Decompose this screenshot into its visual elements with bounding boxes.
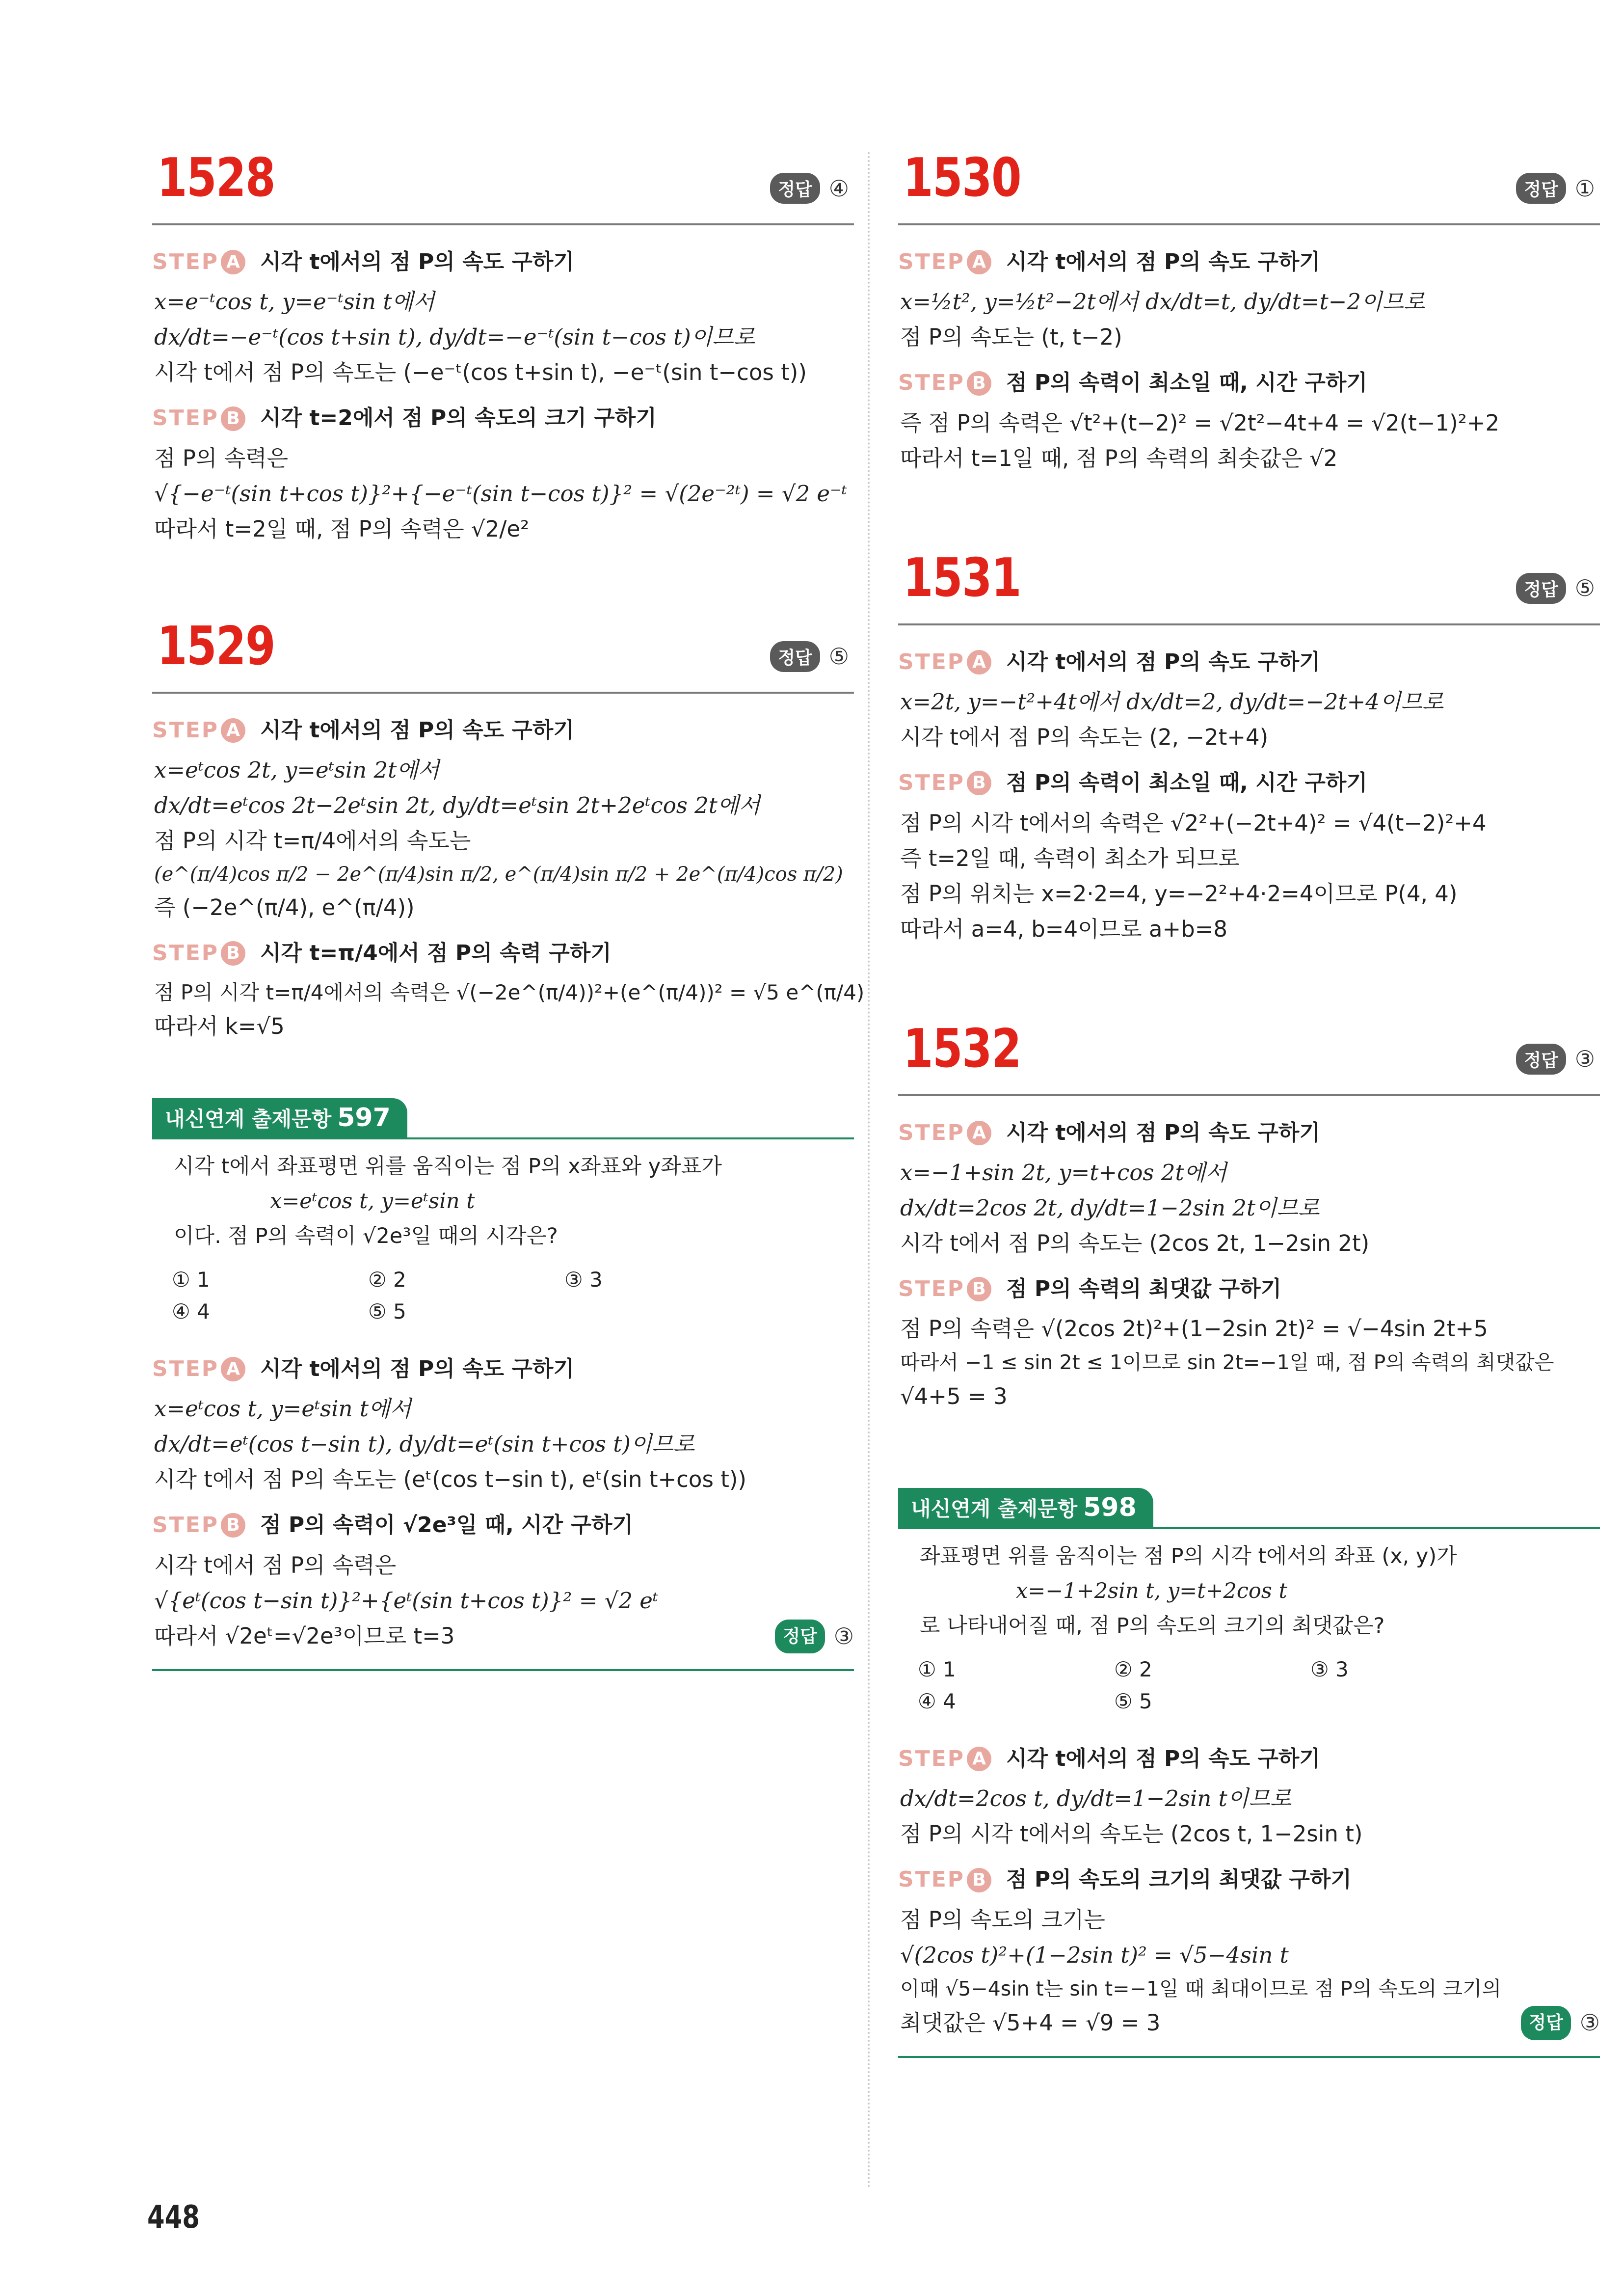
solution-line: x=eᵗcos t, y=eᵗsin t에서 — [154, 1396, 411, 1422]
problem-header — [898, 1013, 1600, 1096]
step-label: STEP — [152, 405, 219, 431]
solution-line: 따라서 √2eᵗ=√2e³이므로 t=3 — [154, 1623, 455, 1649]
solution-line: x=½t², y=½t²−2t에서 dx/dt=t, dy/dt=t−2이므로 — [900, 289, 1425, 315]
step-a-header — [898, 1116, 1600, 1150]
solution-line: dx/dt=−e⁻ᵗ(cos t+sin t), dy/dt=−e⁻ᵗ(sin t−cos t)이므로 — [154, 324, 755, 351]
solution-line: 시각 t에서 점 P의 속도는 (2cos 2t, 1−2sin 2t) — [900, 1230, 1370, 1256]
solution-line: √{−e⁻ᵗ(sin t+cos t)}²+{−e⁻ᵗ(sin t−cos t)}² = √(2e⁻²ᵗ) = √2 e⁻ᵗ — [154, 480, 847, 507]
choice-item: ① 1 — [918, 1657, 956, 1681]
step-b-header — [152, 401, 854, 435]
step-title: 시각 t에서의 점 P의 속도 구하기 — [1006, 1120, 1320, 1145]
question-line: x=−1+2sin t, y=t+2cos t — [1016, 1578, 1287, 1603]
solution-line: 따라서 a=4, b=4이므로 a+b=8 — [900, 916, 1228, 942]
answer-choice: ③ — [1574, 1046, 1595, 1073]
solution-line: dx/dt=2cos 2t, dy/dt=1−2sin 2t이므로 — [900, 1194, 1320, 1221]
step-title: 시각 t에서의 점 P의 속도 구하기 — [260, 1356, 574, 1381]
step-label: STEP — [152, 1513, 219, 1538]
answer-badge: 정답 — [775, 1620, 825, 1654]
solution-line: √{eᵗ(cos t−sin t)}²+{eᵗ(sin t+cos t)}² = √2 eᵗ — [154, 1587, 658, 1614]
problem-number: 1530 — [903, 147, 1021, 209]
answer-choice: ③ — [1579, 2009, 1600, 2036]
step-letter-b: B — [967, 371, 991, 396]
answer-choice: ① — [1574, 175, 1595, 202]
problem-1530 — [898, 142, 1600, 476]
choice-item: ④ 4 — [918, 1689, 956, 1713]
solution-line: 점 P의 시각 t=π/4에서의 속도는 — [154, 828, 471, 854]
link-header — [898, 1488, 1600, 1529]
problem-header — [898, 142, 1600, 225]
step-letter-a: A — [967, 650, 991, 675]
choice-list — [918, 1653, 1600, 1717]
answer-choice: ③ — [833, 1622, 854, 1649]
solution-line: x=e⁻ᵗcos t, y=e⁻ᵗsin t에서 — [154, 289, 435, 315]
step-label: STEP — [152, 1356, 219, 1381]
step-label: STEP — [898, 770, 965, 796]
link-number: 597 — [337, 1103, 391, 1133]
step-a-header — [898, 645, 1600, 679]
problem-header — [152, 142, 854, 225]
answer-badge: 정답 — [1521, 2006, 1571, 2040]
solution-line: √(2cos t)²+(1−2sin t)² = √5−4sin t — [900, 1942, 1289, 1968]
solution-body — [898, 225, 1600, 476]
solution-line: (e^(π/4)cos π/2 − 2e^(π/4)sin π/2, e^(π/4)sin π/2 + 2e^(π/4)cos π/2) — [154, 863, 843, 886]
final-answer-row — [898, 2005, 1600, 2041]
solution-line: 점 P의 시각 t에서의 속도는 (2cos t, 1−2sin t) — [900, 1821, 1363, 1847]
step-title: 시각 t=π/4에서 점 P의 속력 구하기 — [260, 941, 612, 966]
solution-line: 시각 t에서 점 P의 속력은 — [154, 1552, 397, 1578]
right-column — [898, 142, 1600, 2058]
step-title: 시각 t에서의 점 P의 속도 구하기 — [1006, 249, 1320, 274]
solution-line: 점 P의 시각 t에서의 속력은 √2²+(−2t+4)² = √4(t−2)²+4 — [900, 810, 1487, 836]
choice-item: ② 2 — [1114, 1657, 1152, 1681]
step-letter-a: A — [221, 250, 245, 274]
solution-line: 이때 √5−4sin t는 sin t=−1일 때 최대이므로 점 P의 속도의 크기의 — [900, 1976, 1502, 2000]
solution-line: dx/dt=eᵗcos 2t−2eᵗsin 2t, dy/dt=eᵗsin 2t+2eᵗcos 2t에서 — [154, 792, 760, 819]
step-label: STEP — [898, 1867, 965, 1892]
answer-indicator — [1516, 573, 1595, 604]
solution-line: 점 P의 속도는 (t, t−2) — [900, 324, 1122, 351]
step-label: STEP — [898, 1746, 965, 1771]
step-letter-b: B — [221, 406, 245, 431]
link-prefix: 내신연계 출제문항 — [165, 1107, 332, 1131]
step-a-header — [152, 245, 854, 279]
step-letter-a: A — [967, 250, 991, 274]
link-number: 598 — [1083, 1492, 1137, 1522]
answer-choice: ⑤ — [1574, 575, 1595, 602]
link-question — [898, 1529, 1600, 1722]
solution-line: 따라서 t=2일 때, 점 P의 속력은 √2/e² — [154, 515, 530, 542]
link-box-597 — [152, 1098, 854, 1671]
problem-number: 1532 — [903, 1018, 1021, 1080]
solution-body — [898, 1096, 1600, 1414]
step-title: 점 P의 속력이 √2e³일 때, 시간 구하기 — [260, 1513, 634, 1538]
link-end-rule — [152, 1669, 854, 1671]
choice-item: ① 1 — [172, 1267, 210, 1292]
question-line: 시각 t에서 좌표평면 위를 움직이는 점 P의 x좌표와 y좌표가 — [174, 1154, 722, 1179]
solution-line: 즉 점 P의 속력은 √t²+(t−2)² = √2t²−4t+4 = √2(t−1)²+2 — [900, 409, 1500, 436]
link-prefix: 내신연계 출제문항 — [911, 1496, 1078, 1521]
solution-line: 따라서 −1 ≤ sin 2t ≤ 1이므로 sin 2t=−1일 때, 점 P의 속력의 최댓값은 — [900, 1351, 1554, 1375]
answer-badge: 정답 — [1516, 1044, 1566, 1075]
step-letter-b: B — [967, 771, 991, 795]
problem-number: 1529 — [157, 615, 275, 677]
problem-header — [898, 542, 1600, 625]
step-label: STEP — [152, 249, 219, 274]
step-label: STEP — [898, 249, 965, 274]
question-line: 이다. 점 P의 속력이 √2e³일 때의 시각은? — [174, 1223, 558, 1248]
question-line: 좌표평면 위를 움직이는 점 P의 시각 t에서의 좌표 (x, y)가 — [920, 1543, 1457, 1568]
solution-body — [898, 1722, 1600, 2041]
choice-item: ④ 4 — [172, 1299, 210, 1324]
solution-line: 점 P의 시각 t=π/4에서의 속력은 √(−2e^(π/4))²+(e^(π/4))² = √5 e^(π/4) — [154, 980, 865, 1004]
link-tab — [898, 1488, 1153, 1527]
solution-line: dx/dt=eᵗ(cos t−sin t), dy/dt=eᵗ(sin t+cos t)이므로 — [154, 1431, 695, 1458]
solution-line: √4+5 = 3 — [900, 1383, 1008, 1409]
answer-indicator — [1521, 2005, 1600, 2041]
step-letter-a: A — [221, 718, 245, 743]
step-label: STEP — [898, 370, 965, 396]
link-tab — [152, 1098, 407, 1137]
solution-body — [152, 225, 854, 547]
solution-body — [898, 625, 1600, 947]
problem-1531 — [898, 542, 1600, 947]
link-question — [152, 1139, 854, 1332]
answer-indicator — [1516, 173, 1595, 204]
step-title: 시각 t에서의 점 P의 속도 구하기 — [260, 249, 574, 274]
solution-line: 점 P의 속력은 — [154, 445, 289, 471]
answer-badge: 정답 — [770, 641, 820, 672]
answer-badge: 정답 — [770, 173, 820, 204]
column-divider — [868, 152, 870, 2189]
answer-badge: 정답 — [1516, 573, 1566, 604]
solution-line: 시각 t에서 점 P의 속도는 (2, −2t+4) — [900, 724, 1269, 751]
left-column — [152, 142, 865, 1671]
problem-1529 — [152, 611, 865, 1044]
step-label: STEP — [898, 649, 965, 675]
problem-number: 1531 — [903, 547, 1021, 609]
problem-1532 — [898, 1013, 1600, 1414]
answer-badge: 정답 — [1516, 173, 1566, 204]
step-a-header — [898, 245, 1600, 279]
choice-item: ③ 3 — [1310, 1657, 1349, 1681]
final-answer-row — [152, 1619, 854, 1655]
step-title: 점 P의 속력이 최소일 때, 시간 구하기 — [1006, 370, 1367, 396]
answer-choice: ④ — [828, 175, 849, 202]
step-title: 시각 t에서의 점 P의 속도 구하기 — [1006, 1746, 1320, 1771]
solution-line: 점 P의 속도의 크기는 — [900, 1906, 1105, 1933]
step-letter-a: A — [967, 1747, 991, 1771]
solution-line: 따라서 t=1일 때, 점 P의 속력의 최솟값은 √2 — [900, 445, 1338, 471]
step-b-header — [898, 1272, 1600, 1306]
solution-line: 즉 t=2일 때, 속력이 최소가 되므로 — [900, 845, 1240, 871]
solution-line: 점 P의 속력은 √(2cos 2t)²+(1−2sin 2t)² = √−4sin 2t+5 — [900, 1316, 1488, 1342]
solution-line: 점 P의 위치는 x=2·2=4, y=−2²+4·2=4이므로 P(4, 4) — [900, 880, 1458, 907]
solution-line: x=2t, y=−t²+4t에서 dx/dt=2, dy/dt=−2t+4이므로 — [900, 689, 1444, 715]
answer-indicator — [1516, 1044, 1595, 1075]
answer-indicator — [770, 173, 849, 204]
step-b-header — [152, 1508, 854, 1542]
step-label: STEP — [898, 1276, 965, 1301]
step-letter-b: B — [967, 1277, 991, 1301]
question-line: x=eᵗcos t, y=eᵗsin t — [270, 1189, 475, 1214]
solution-line: x=−1+sin 2t, y=t+cos 2t에서 — [900, 1159, 1227, 1186]
step-title: 시각 t에서의 점 P의 속도 구하기 — [1006, 649, 1320, 675]
step-a-header — [152, 713, 854, 748]
link-box-598 — [898, 1488, 1600, 2058]
choice-item: ② 2 — [368, 1267, 406, 1292]
step-b-header — [898, 1863, 1600, 1897]
step-title: 점 P의 속력이 최소일 때, 시간 구하기 — [1006, 770, 1367, 796]
step-label: STEP — [152, 717, 219, 743]
step-label: STEP — [898, 1120, 965, 1145]
link-header — [152, 1098, 854, 1139]
solution-line: dx/dt=2cos t, dy/dt=1−2sin t이므로 — [900, 1785, 1292, 1812]
step-letter-b: B — [967, 1868, 991, 1892]
choice-item: ③ 3 — [564, 1267, 603, 1292]
solution-line: 즉 (−2e^(π/4), e^(π/4)) — [154, 894, 415, 921]
step-title: 점 P의 속력의 최댓값 구하기 — [1006, 1276, 1282, 1301]
step-letter-b: B — [221, 941, 245, 966]
answer-indicator — [775, 1619, 854, 1655]
answer-choice: ⑤ — [828, 643, 849, 670]
problem-1528 — [152, 142, 854, 547]
solution-body — [152, 694, 865, 1044]
solution-line: 시각 t에서 점 P의 속도는 (eᵗ(cos t−sin t), eᵗ(sin t+cos t)) — [154, 1466, 746, 1493]
solution-line: 최댓값은 √5+4 = √9 = 3 — [900, 2010, 1161, 2036]
solution-body — [152, 1332, 854, 1654]
step-b-header — [152, 936, 854, 971]
step-a-header — [152, 1352, 854, 1386]
step-letter-b: B — [221, 1513, 245, 1538]
question-line: 로 나타내어질 때, 점 P의 속도의 크기의 최댓값은? — [920, 1613, 1385, 1638]
page-number: 448 — [147, 2199, 200, 2236]
step-title: 점 P의 속도의 크기의 최댓값 구하기 — [1006, 1867, 1352, 1892]
step-b-header — [898, 366, 1600, 400]
choice-list — [172, 1264, 854, 1327]
choice-item: ⑤ 5 — [1114, 1689, 1152, 1713]
step-a-header — [898, 1742, 1600, 1776]
choice-item: ⑤ 5 — [368, 1299, 406, 1324]
step-letter-a: A — [967, 1121, 991, 1145]
step-title: 시각 t에서의 점 P의 속도 구하기 — [260, 717, 574, 743]
step-label: STEP — [152, 941, 219, 966]
problem-header — [152, 611, 854, 694]
answer-indicator — [770, 641, 849, 672]
step-letter-a: A — [221, 1357, 245, 1381]
step-b-header — [898, 766, 1600, 800]
link-end-rule — [898, 2056, 1600, 2058]
step-title: 시각 t=2에서 점 P의 속도의 크기 구하기 — [260, 405, 657, 431]
problem-number: 1528 — [157, 147, 275, 209]
solution-line: x=eᵗcos 2t, y=eᵗsin 2t에서 — [154, 757, 440, 783]
solution-line: 따라서 k=√5 — [154, 1013, 285, 1039]
solution-line: 시각 t에서 점 P의 속도는 (−e⁻ᵗ(cos t+sin t), −e⁻ᵗ(sin t−cos t)) — [154, 359, 807, 386]
